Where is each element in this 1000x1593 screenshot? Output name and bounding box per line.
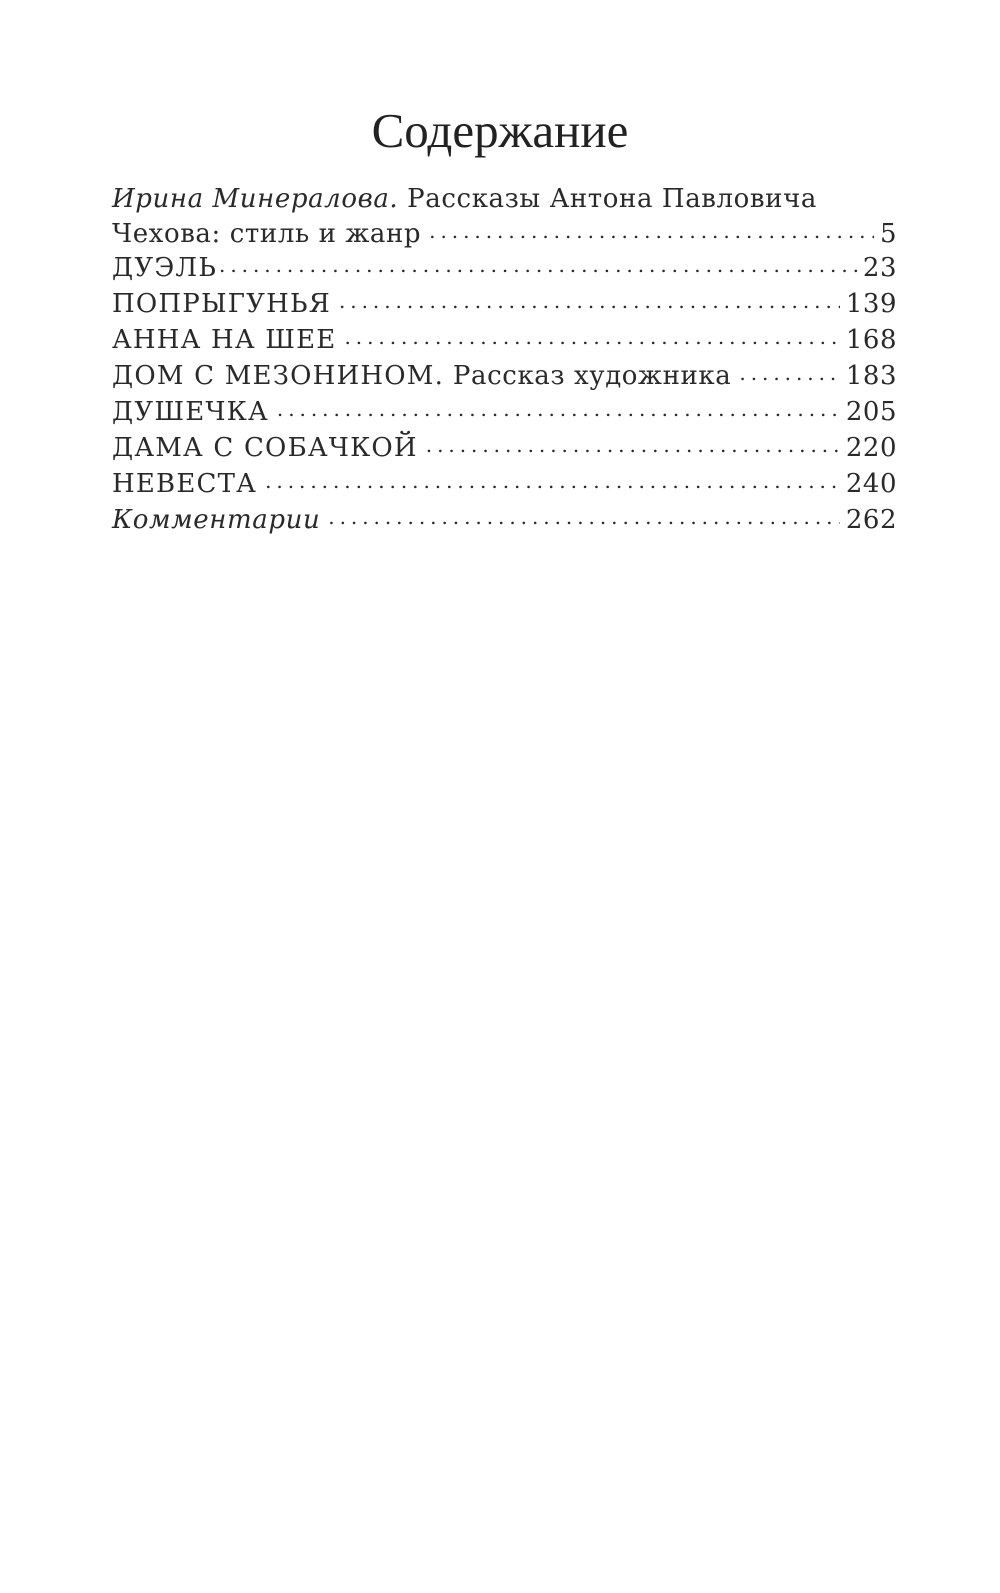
toc-entry-page: 23 (862, 253, 897, 283)
toc-entry-intro-line1 (112, 183, 897, 216)
toc-entry-title: ДОМ С МЕЗОНИНОМ. (112, 361, 445, 391)
toc-entry-title: ДУЭЛЬ (112, 253, 218, 283)
toc-entry-page: 262 (845, 505, 897, 535)
toc-entry-title: Рассказы Антона Павловича (407, 184, 817, 214)
dot-leader (265, 466, 840, 492)
table-of-contents (112, 183, 897, 538)
toc-entry-page: 220 (845, 433, 897, 463)
toc-entry-title-cont: Чехова: стиль и жанр (112, 219, 422, 249)
toc-entry-page: 5 (879, 219, 897, 249)
toc-entry (112, 250, 897, 286)
toc-entry-title-group (112, 358, 731, 394)
toc-entry (112, 430, 897, 466)
toc-entry (112, 286, 897, 322)
toc-entry-author: Ирина Минералова. (112, 184, 399, 214)
toc-entry (112, 466, 897, 502)
dot-leader (344, 322, 839, 348)
toc-entry-title: НЕВЕСТА (112, 469, 258, 499)
toc-entry-page: 168 (845, 325, 897, 355)
toc-entry (112, 322, 897, 358)
dot-leader (219, 250, 857, 276)
toc-entry-intro-line2 (112, 216, 897, 250)
toc-entry-page: 183 (845, 361, 897, 391)
toc-entry-subtitle: Рассказ художника (452, 361, 732, 391)
dot-leader (426, 430, 840, 456)
toc-entry-title: Комментарии (112, 505, 321, 535)
toc-entry-page: 139 (845, 289, 897, 319)
toc-entry (112, 394, 897, 430)
dot-leader (739, 358, 839, 384)
dot-leader (429, 216, 874, 242)
dot-leader (339, 286, 840, 312)
toc-entry (112, 502, 897, 538)
toc-entry-title: ПОПРЫГУНЬЯ (112, 289, 331, 319)
toc-entry-page: 205 (845, 397, 897, 427)
page-title: Содержание (371, 103, 629, 158)
toc-entry-title: ДАМА С СОБАЧКОЙ (112, 433, 418, 463)
toc-entry (112, 358, 897, 394)
toc-entry-title: АННА НА ШЕЕ (112, 325, 337, 355)
dot-leader (277, 394, 840, 420)
toc-entry-title: ДУШЕЧКА (112, 397, 269, 427)
dot-leader (328, 502, 840, 528)
toc-entry-page: 240 (845, 469, 897, 499)
